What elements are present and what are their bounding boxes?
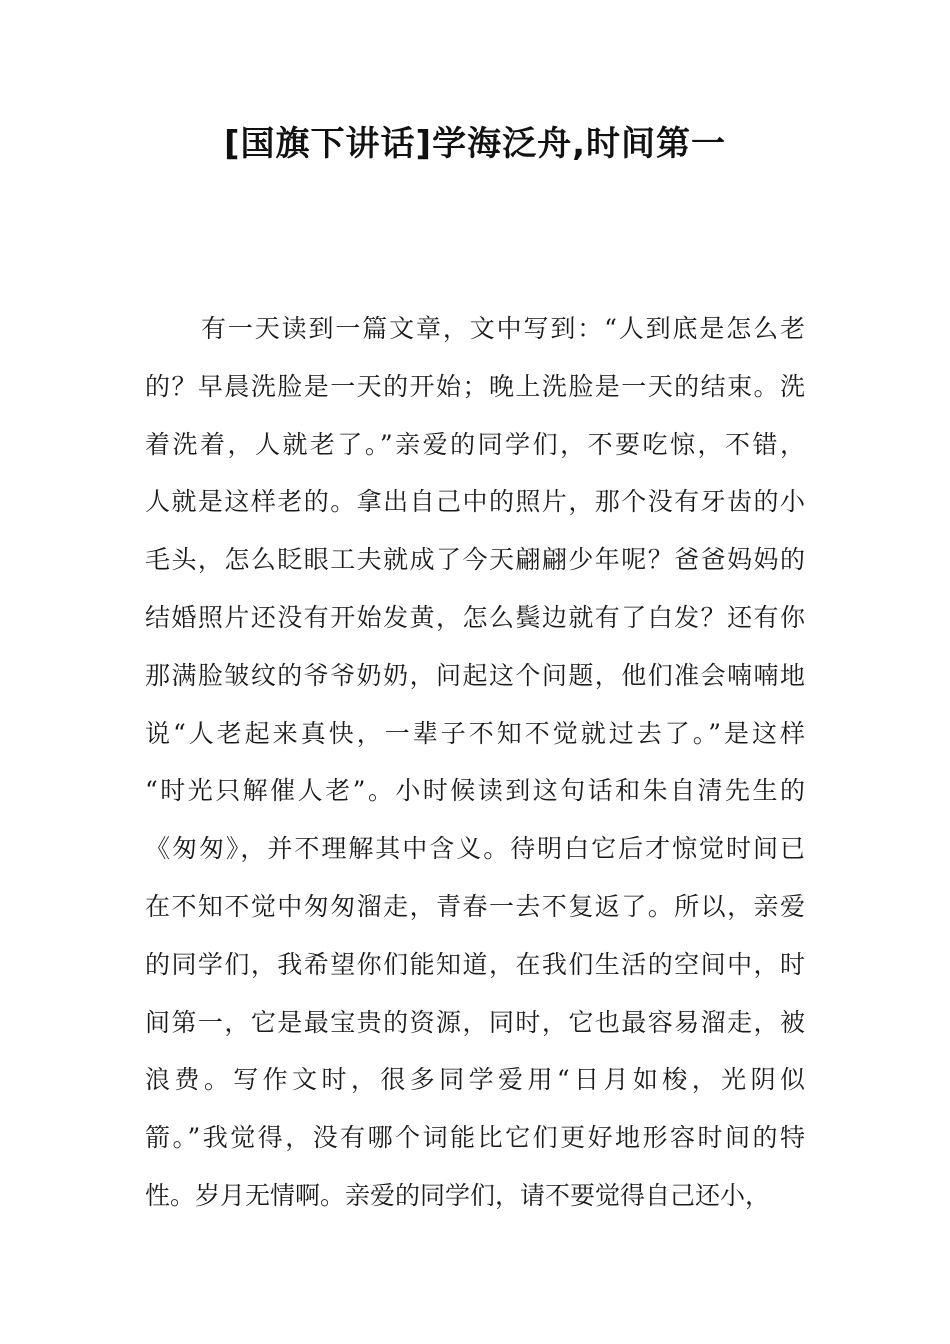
paragraph-line: 《匆匆》，并不理解其中含义。待明白它后才惊觉时间已 <box>145 834 805 864</box>
paragraph-line: 的同学们，我希望你们能知道，在我们生活的空间中，时 <box>145 949 805 979</box>
paragraph-line: 性。岁月无情啊。亲爱的同学们，请不要觉得自己还小， <box>145 1180 771 1210</box>
paragraph-line: 间第一，它是最宝贵的资源，同时，它也最容易溜走，被 <box>145 1007 805 1037</box>
paragraph-line: 毛头，怎么眨眼工夫就成了今天翩翩少年呢？爸爸妈妈的 <box>145 545 805 575</box>
paragraph-line: “时光只解催人老”。小时候读到这句话和朱自清先生的 <box>145 776 805 806</box>
paragraph-line: 人就是这样老的。拿出自己中的照片，那个没有牙齿的小 <box>145 487 805 517</box>
paragraph-line: 箭。”我觉得，没有哪个词能比它们更好地形容时间的特 <box>145 1123 805 1153</box>
paragraph-line: 那满脸皱纹的爷爷奶奶，问起这个问题，他们准会喃喃地 <box>145 660 805 690</box>
body-paragraph <box>145 309 805 1234</box>
paragraph-line: 着洗着，人就老了。”亲爱的同学们，不要吃惊，不错， <box>145 429 805 459</box>
paragraph-line: 说“人老起来真快，一辈子不知不觉就过去了。”是这样 <box>145 718 805 748</box>
paragraph-line: 浪费。写作文时，很多同学爱用“日月如梭，光阴似 <box>145 1065 805 1095</box>
paragraph-line: 的？早晨洗脸是一天的开始；晚上洗脸是一天的结束。洗 <box>145 371 805 401</box>
paragraph-line: 结婚照片还没有开始发黄，怎么鬓边就有了白发？还有你 <box>145 602 805 632</box>
page-title: [国旗下讲话]学海泛舟,时间第一 <box>224 124 726 164</box>
paragraph-line: 在不知不觉中匆匆溜走，青春一去不复返了。所以，亲爱 <box>145 891 805 921</box>
paragraph-line: 有一天读到一篇文章，文中写到：“人到底是怎么老 <box>201 314 805 343</box>
